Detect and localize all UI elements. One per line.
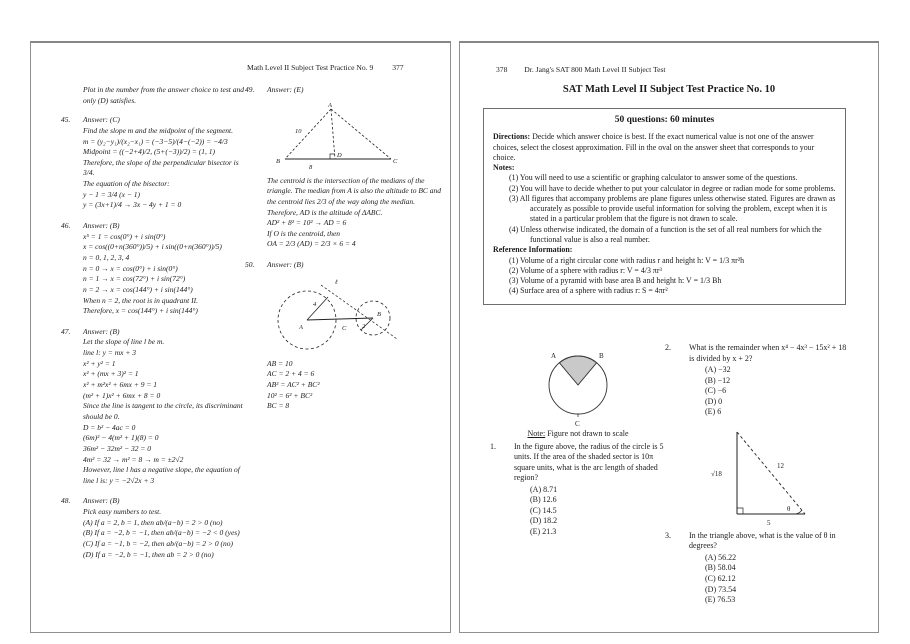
vertex-c-label: C — [393, 157, 398, 165]
question-3-head — [665, 531, 849, 552]
solution-number: 46. — [61, 221, 71, 231]
intro-note: Plot in the number from the answer choice to test and only (D) satisfies. — [83, 85, 244, 105]
question-3-choices — [705, 553, 849, 606]
text-line: Find the slope m and the midpoint of the segment. — [83, 125, 233, 135]
text-line: (B) 12.6 — [530, 495, 557, 505]
solution-46-lines — [83, 232, 249, 317]
solution-48-head — [61, 496, 249, 507]
solution-47-head — [61, 327, 249, 338]
text-line: (D) 18.2 — [530, 516, 558, 526]
center-b-label: B — [377, 310, 381, 318]
point-a-label: A — [551, 352, 557, 360]
base-length-label: 8 — [309, 163, 313, 171]
solution-45 — [61, 115, 249, 211]
question-column-left — [490, 343, 666, 537]
question-text: What is the remainder when x⁴ − 4x³ − 15x² + 18 is divided by x + 2? — [689, 343, 847, 363]
solution-45-head — [61, 115, 249, 126]
test-length-heading: 50 questions: 60 minutes — [614, 115, 715, 125]
question-1-head — [490, 442, 666, 484]
text-line: n = 0 → x = cos(0°) + i sin(0°) — [83, 263, 178, 273]
text-line: If O is the centroid, then — [267, 228, 341, 238]
directions-label: Directions: — [493, 132, 531, 142]
text-line: (4) Surface area of a sphere with radius r: S = 4πr² — [509, 286, 668, 296]
solution-number: 47. — [61, 326, 71, 336]
text-line: n = 1 → x = cos(72°) + i sin(72°) — [83, 274, 186, 284]
text-line: (4) Unless otherwise indicated, the domain of a function is the set of all real numbers for which the functional value is also a real number. — [509, 224, 822, 244]
question-2-choices — [705, 365, 849, 418]
text-line: (3) All figures that accompany problems are plane figures unless otherwise stated. Figures are drawn as accurately as possible to provide useful information for solving the problem, except when it is stated in a particular problem that the figure is not drawn to scale. — [509, 193, 836, 224]
text-line: BC = 8 — [267, 401, 290, 411]
text-line: (m² + 1)x² + 6mx + 8 = 0 — [83, 390, 161, 400]
point-b-label: B — [599, 352, 604, 360]
text-line: (C) −6 — [705, 386, 727, 396]
text-line: x² + m²x² + 6mx + 9 = 1 — [83, 380, 158, 390]
question-number: 3. — [665, 530, 671, 540]
text-line: D = b² − 4ac = 0 — [83, 422, 136, 432]
text-line: y − 1 = 3/4 (x − 1) — [83, 189, 141, 199]
solution-answer: Answer: (E) — [267, 85, 304, 94]
text-line: (3) Volume of a pyramid with base area B and height h: V = 1/3 Bh — [509, 276, 722, 286]
text-line: x² + y² = 1 — [83, 358, 116, 368]
tangent-line-label: ℓ — [335, 278, 338, 286]
text-line: The centroid is the intersection of the medians of the triangle. The median from A is also the altitude to BC and the centroid lies 2/3 of the way along the median. — [267, 175, 442, 206]
text-line: y = (3x+1)/4 → 3x − 4y + 1 = 0 — [83, 200, 182, 210]
text-line: AB = 10 — [267, 358, 293, 368]
solution-49 — [245, 85, 445, 250]
two-circles-figure — [269, 274, 445, 356]
text-line: (2) You will have to decide whether to put your calculator in degree or radian mode for some problems. — [509, 183, 836, 193]
question-3 — [665, 531, 849, 606]
text-line: AD² + 8² = 10² → AD = 6 — [267, 218, 347, 228]
right-page-header — [496, 65, 666, 74]
solution-number: 49. — [245, 85, 255, 94]
solution-answer: Answer: (B) — [83, 496, 120, 506]
text-line: n = 0, 1, 2, 3, 4 — [83, 252, 130, 262]
text-line: n = 2 → x = cos(144°) + i sin(144°) — [83, 284, 193, 294]
radius-4-label: 4 — [313, 300, 317, 308]
question-text: In the figure above, the radius of the circle is 5 units. If the area of the shaded sector is 10π square units, what is the arc length of shaded region? — [514, 441, 664, 483]
text-line: (E) 6 — [705, 407, 722, 417]
text-line: Therefore, the slope of the perpendicular bisector is 3/4. — [83, 157, 239, 178]
right-page-number: 378 — [496, 65, 508, 74]
center-a-label: A — [299, 323, 303, 331]
text-line: (E) 21.3 — [530, 526, 557, 536]
notes-list — [493, 173, 836, 245]
text-line: x = cos((0+n(360°))/5) + i sin((0+n(360°))/5) — [83, 242, 222, 252]
text-line: (B) −12 — [705, 375, 731, 385]
question-column-right — [665, 343, 849, 606]
vertex-b-label: B — [276, 157, 280, 165]
solution-46-head — [61, 221, 249, 232]
text-line: (1) You will need to use a scientific or graphing calculator to answer some of the questions. — [509, 173, 798, 183]
triangle-centroid-figure — [269, 99, 445, 173]
question-number: 2. — [665, 343, 671, 352]
side-length-label: 10 — [295, 127, 302, 135]
test-info-box — [483, 108, 846, 305]
notes-label: Notes: — [493, 163, 515, 173]
text-line: 4m² = 32 → m² = 8 → m = ±2√2 — [83, 454, 184, 464]
question-2-head — [665, 343, 849, 364]
text-line: 36m² − 32m² − 32 = 0 — [83, 443, 152, 453]
solution-47-lines — [83, 337, 249, 486]
text-line: Therefore, x = cos(144°) + i sin(144°) — [83, 306, 198, 316]
text-line: x⁵ = 1 = cos(0°) + i sin(0°) — [83, 231, 166, 241]
solution-48 — [61, 496, 249, 560]
text-line: (A) −32 — [705, 365, 731, 375]
solution-50-head — [245, 260, 445, 271]
figure-note — [490, 429, 666, 440]
text-line: (D) If a = −2, b = −1, then ab = 2 > 0 (no) — [83, 549, 214, 559]
question-text: In the triangle above, what is the value of θ in degrees? — [689, 530, 836, 551]
vertical-side-label: √18 — [711, 469, 722, 478]
solution-50 — [245, 260, 445, 412]
right-running-title: Dr. Jang's SAT 800 Math Level II Subject Test — [524, 65, 666, 74]
question-2 — [665, 343, 849, 418]
left-running-title: Math Level II Subject Test Practice No. 9 — [247, 63, 374, 72]
left-page-number: 377 — [392, 63, 404, 72]
directions — [493, 132, 836, 163]
note-text: Figure not drawn to scale — [545, 429, 629, 438]
text-line: (A) 56.22 — [705, 552, 737, 562]
left-column-1 — [61, 85, 249, 570]
solution-48-lines — [83, 507, 249, 560]
text-line: Therefore, AD is the altitude of ΔABC. — [267, 207, 383, 217]
vertex-a-label: A — [328, 101, 332, 109]
shaded-sector-circle-figure — [490, 343, 666, 427]
text-line: Since the line is tangent to the circle, its discriminant should be 0. — [83, 401, 243, 421]
text-line: x² + (mx + 3)² = 1 — [83, 369, 139, 379]
right-triangle-figure — [703, 426, 849, 528]
text-line: Let the slope of line l be m. — [83, 337, 165, 347]
theta-angle-label: θ — [787, 504, 791, 513]
point-c-label: C — [575, 420, 580, 427]
solution-answer: Answer: (B) — [267, 260, 304, 270]
text-line: (B) 58.04 — [705, 563, 736, 573]
text-line: (A) If a = 2, b = 1, then ab/(a−b) = 2 > 0 (no) — [83, 517, 223, 527]
reference-label: Reference Information: — [493, 245, 573, 255]
question-number: 1. — [490, 441, 496, 451]
question-1 — [490, 442, 666, 538]
solution-number: 48. — [61, 496, 71, 506]
text-line: m = (y₂−y₁)/(x₂−x₁) = (−3−5)/(4−(−2)) = −4/3 — [83, 136, 228, 146]
text-line: When n = 2, the root is in quadrant II. — [83, 295, 198, 305]
right-page — [459, 41, 879, 633]
solution-47 — [61, 327, 249, 487]
text-line: (C) 14.5 — [530, 505, 557, 515]
solution-number: 50. — [245, 260, 255, 270]
point-d-label: D — [337, 151, 342, 159]
base-label: 5 — [767, 518, 771, 527]
left-column-2 — [245, 85, 445, 422]
text-line: (6m)² − 4(m² + 1)(8) = 0 — [83, 433, 159, 443]
text-line: OA = 2/3 (AD) = 2/3 × 6 = 4 — [267, 239, 356, 249]
text-line: AC = 2 + 4 = 6 — [267, 369, 315, 379]
text-line: (B) If a = −2, b = −1, then ab/(a−b) = −2 < 0 (yes) — [83, 528, 240, 538]
text-line: (E) 76.53 — [705, 595, 736, 605]
text-line: 10² = 6² + BC² — [267, 390, 313, 400]
text-line: (2) Volume of a sphere with radius r: V = 4/3 πr³ — [509, 265, 662, 275]
question-1-choices — [530, 485, 666, 538]
note-label: Note: — [527, 429, 546, 438]
solution-46 — [61, 221, 249, 317]
text-line: However, line l has a negative slope, the equation of line l is: y = −2√2x + 3 — [83, 465, 240, 485]
text-line: (D) 0 — [705, 396, 723, 406]
text-line: (A) 8.71 — [530, 484, 558, 494]
radius-2-label: 2 — [362, 322, 366, 330]
directions-text: Decide which answer choice is best. If the exact numerical value is not one of the answer choices, select the closest approximation. Fill in the oval on the answer sheet that corresponds to your choice. — [493, 132, 815, 162]
text-line: Midpoint = ((−2+4)/2, (5+(−3))/2) = (1, 1) — [83, 147, 216, 157]
practice-test-title: SAT Math Level II Subject Test Practice No. 10 — [562, 84, 776, 95]
left-page — [30, 41, 451, 633]
solution-answer: Answer: (B) — [83, 221, 120, 231]
left-page-header — [247, 63, 404, 72]
solution-answer: Answer: (C) — [83, 115, 120, 125]
reference-list — [493, 256, 836, 297]
text-line: line l: y = mx + 3 — [83, 348, 137, 358]
hypotenuse-label: 12 — [777, 461, 784, 470]
solution-49-lines — [267, 176, 445, 250]
text-line: Pick easy numbers to test. — [83, 507, 162, 517]
text-line: (D) 73.54 — [705, 584, 737, 594]
text-line: The equation of the bisector: — [83, 179, 170, 189]
point-c-label: C — [342, 324, 347, 332]
text-line: (1) Volume of a right circular cone with radius r and height h: V = 1/3 πr²h — [509, 255, 745, 265]
solution-answer: Answer: (B) — [83, 326, 120, 336]
solution-number: 45. — [61, 115, 71, 125]
solution-45-lines — [83, 126, 249, 211]
solution-50-lines — [267, 359, 445, 412]
solution-49-head — [245, 85, 445, 96]
text-line: (C) 62.12 — [705, 574, 736, 584]
text-line: AB² = AC² + BC² — [267, 380, 320, 390]
text-line: (C) If a = −1, b = −2, then ab/(a−b) = 2 > 0 (no) — [83, 538, 233, 548]
